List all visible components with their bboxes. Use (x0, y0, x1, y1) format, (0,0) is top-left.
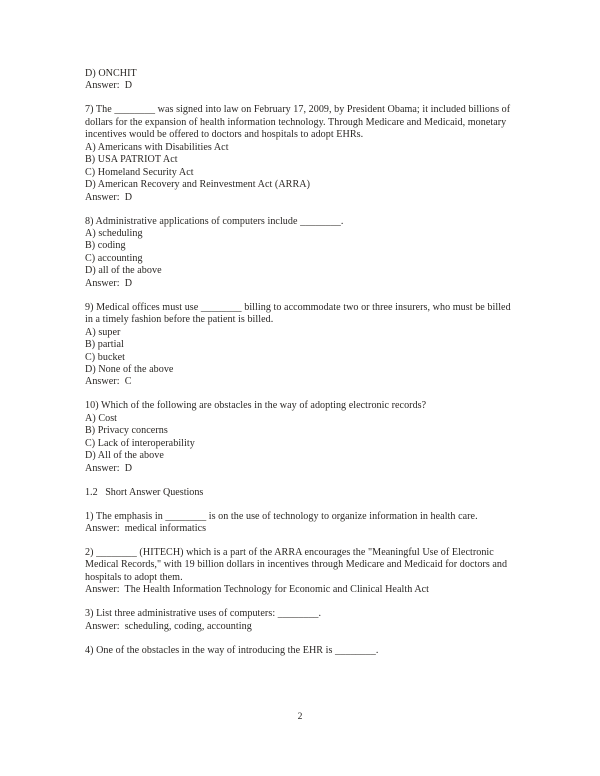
answer-line: Answer: D (85, 462, 133, 474)
question-stem: 10) Which of the following are obstacles in the way of adopting electronic records? (85, 400, 427, 412)
option-line: A) super (85, 326, 121, 338)
option-line: C) accounting (85, 252, 143, 264)
page-number: 2 (297, 711, 303, 722)
option-line: C) Homeland Security Act (85, 166, 194, 178)
option-line: A) Americans with Disabilities Act (85, 141, 229, 153)
question-block-9 (85, 302, 521, 389)
answer-line: Answer: C (85, 376, 132, 388)
option-line: A) scheduling (85, 227, 143, 239)
answer-block-q6 (85, 68, 521, 93)
answer-line: Answer: D (85, 191, 133, 203)
question-stem: 7) The ________ was signed into law on February 17, 2009, by President Obama; it included billions of dollars for the expansion of health information technology. Through Medicare and Medicaid, monetary incentives would be offered to doctors and hospitals to adopt EHRs. (85, 104, 513, 141)
section-heading: 1.2 Short Answer Questions (85, 486, 204, 498)
option-line: D) all of the above (85, 265, 162, 277)
option-line: D) ONCHIT (85, 68, 137, 79)
short-answer-block-4 (85, 645, 521, 657)
answer-line: Answer: D (85, 277, 133, 289)
option-line: D) None of the above (85, 364, 174, 376)
option-line: B) coding (85, 240, 126, 252)
answer-line: Answer: D (85, 80, 133, 92)
answer-line: Answer: scheduling, coding, accounting (85, 620, 252, 632)
question-block-8 (85, 216, 521, 291)
question-stem: 2) ________ (HITECH) which is a part of the ARRA encourages the "Meaningful Use of Electronic Medical Records," with 19 billion dollars in incentives through Medicare and Medicaid for doctors and hospitals to adopt them. (85, 547, 510, 583)
option-line: B) USA PATRIOT Act (85, 154, 178, 166)
question-stem: 8) Administrative applications of computers include ________. (85, 215, 344, 227)
question-stem: 3) List three administrative uses of computers: ________. (85, 608, 322, 620)
answer-line: Answer: The Health Information Technology for Economic and Clinical Health Act (85, 584, 430, 596)
short-answer-block-2 (85, 547, 521, 597)
short-answer-block-1 (85, 511, 521, 536)
option-line: D) American Recovery and Reinvestment Act (ARRA) (85, 179, 310, 191)
option-line: B) partial (85, 339, 124, 351)
option-line: C) Lack of interoperability (85, 437, 195, 449)
answer-line: Answer: medical informatics (85, 523, 207, 535)
short-answer-block-3 (85, 608, 521, 633)
section-heading-block (85, 487, 521, 499)
question-block-10 (85, 400, 521, 475)
question-stem: 9) Medical offices must use ________ billing to accommodate two or three insurers, who must be billed in a timely fashion before the patient is billed. (85, 301, 514, 326)
question-stem: 4) One of the obstacles in the way of introducing the EHR is ________. (85, 644, 379, 656)
option-line: A) Cost (85, 412, 118, 424)
option-line: D) All of the above (85, 450, 164, 462)
option-line: B) Privacy concerns (85, 425, 168, 437)
page-content (85, 68, 521, 657)
question-block-7 (85, 104, 521, 204)
option-line: C) bucket (85, 351, 125, 363)
question-stem: 1) The emphasis in ________ is on the use of technology to organize information in health care. (85, 510, 478, 522)
